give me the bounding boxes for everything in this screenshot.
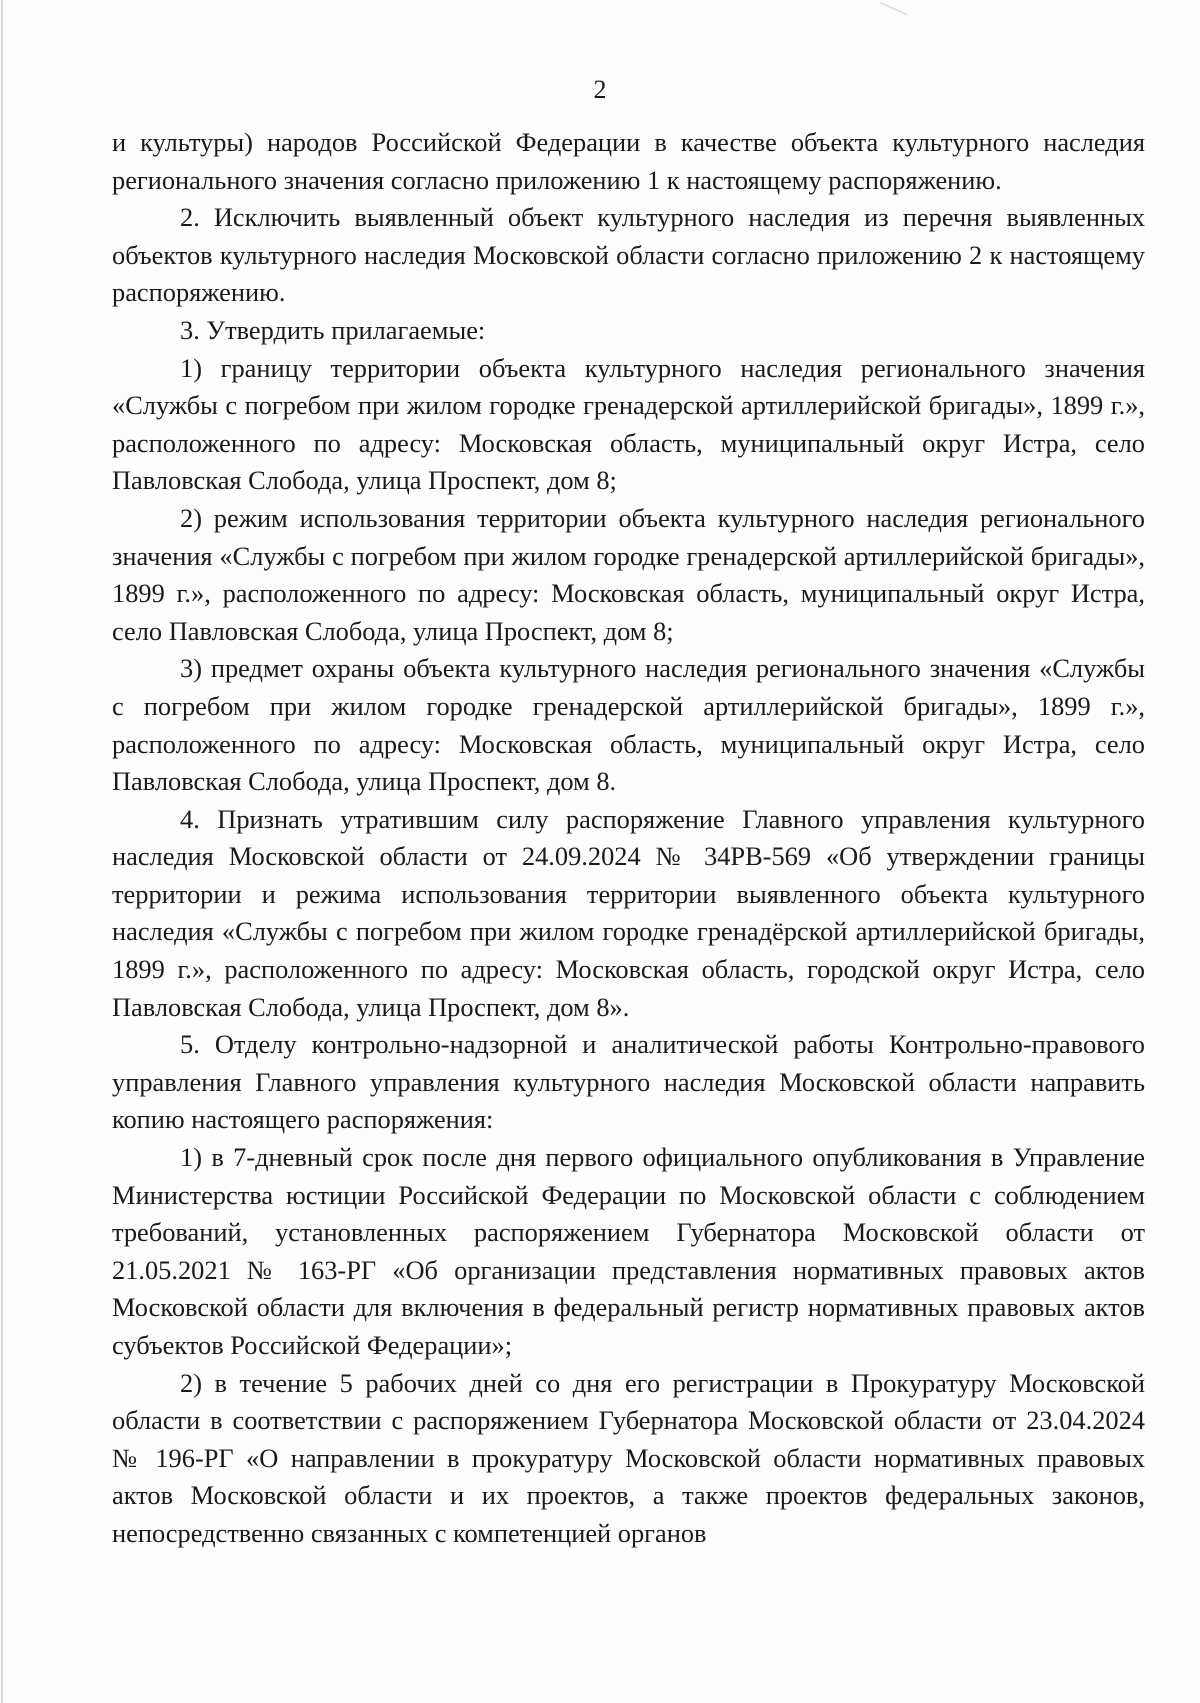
scan-edge [1, 0, 3, 1703]
page-number: 2 [593, 75, 607, 104]
paragraph-item-3-2: 2) режим использования территории объекта культурного наследия регионального значения «Службы с погребом при жилом городке гренадерской артиллерийской бригады», 1899 г.», расположенного по адресу: Московская область, муниципальный округ Истра, село Павловская Слобода, улица Проспект, дом 8; [112, 502, 1145, 646]
paragraph-item-2: 2. Исключить выявленный объект культурного наследия из перечня выявленных объектов культурного наследия Московской области согласно приложению 2 к настоящему распоряжению. [112, 202, 1145, 308]
paragraph-item-3-1: 1) границу территории объекта культурного наследия регионального значения «Службы с погребом при жилом городке гренадерской артиллерийской бригады», 1899 г.», расположенного по адресу: Московская область, муниципальный округ Истра, село Павловская Слобода, улица Проспект, дом 8; [112, 352, 1145, 496]
paragraph-item-4: 4. Признать утратившим силу распоряжение Главного управления культурного наследия Московской области от 24.09.2024 № 34РВ-569 «Об утверждении границы территории и режима использования территории выявленного объекта культурного наследия «Службы с погребом при жилом городке гренадёрской артиллерийской бригады, 1899 г.», расположенного по адресу: Московская область, городской округ Истра, село Павловская Слобода, улица Проспект, дом 8». [112, 803, 1145, 1022]
paragraph-item-3-3: 3) предмет охраны объекта культурного наследия регионального значения «Службы с погребом при жилом городке гренадерской артиллерийской бригады», 1899 г.», расположенного по адресу: Московская область, муниципальный округ Истра, село Павловская Слобода, улица Проспект, дом 8. [112, 653, 1145, 797]
paragraph-item-3: 3. Утвердить прилагаемые: [180, 314, 486, 345]
paragraph-item-5-1: 1) в 7-дневный срок после дня первого официального опубликования в Управление Министерства юстиции Российской Федерации по Московской области с соблюдением требований, установленных распоряжением Губернатора Московской области от 21.05.2021 № 163-РГ «Об организации представления нормативных правовых актов Московской области для включения в федеральный регистр нормативных правовых актов субъектов Российской Федерации»; [112, 1142, 1145, 1360]
paragraph-item-5: 5. Отделу контрольно-надзорной и аналитической работы Контрольно-правового управления Главного управления культурного наследия Московской области направить копию настоящего распоряжения: [112, 1029, 1145, 1135]
document-body [112, 124, 1145, 1553]
paragraph-item-5-2: 2) в течение 5 рабочих дней со дня его регистрации в Прокуратуру Московской области в соответствии с распоряжением Губернатора Московской области от 23.04.2024 № 196-РГ «О направлении в прокуратуру Московской области нормативных правовых актов Московской области и их проектов, а также проектов федеральных законов, непосредственно связанных с компетенцией органов [112, 1367, 1145, 1548]
paragraph-continuation: и культуры) народов Российской Федерации в качестве объекта культурного наследия регионального значения согласно приложению 1 к настоящему распоряжению. [112, 127, 1145, 195]
scan-mark [874, 2, 908, 28]
